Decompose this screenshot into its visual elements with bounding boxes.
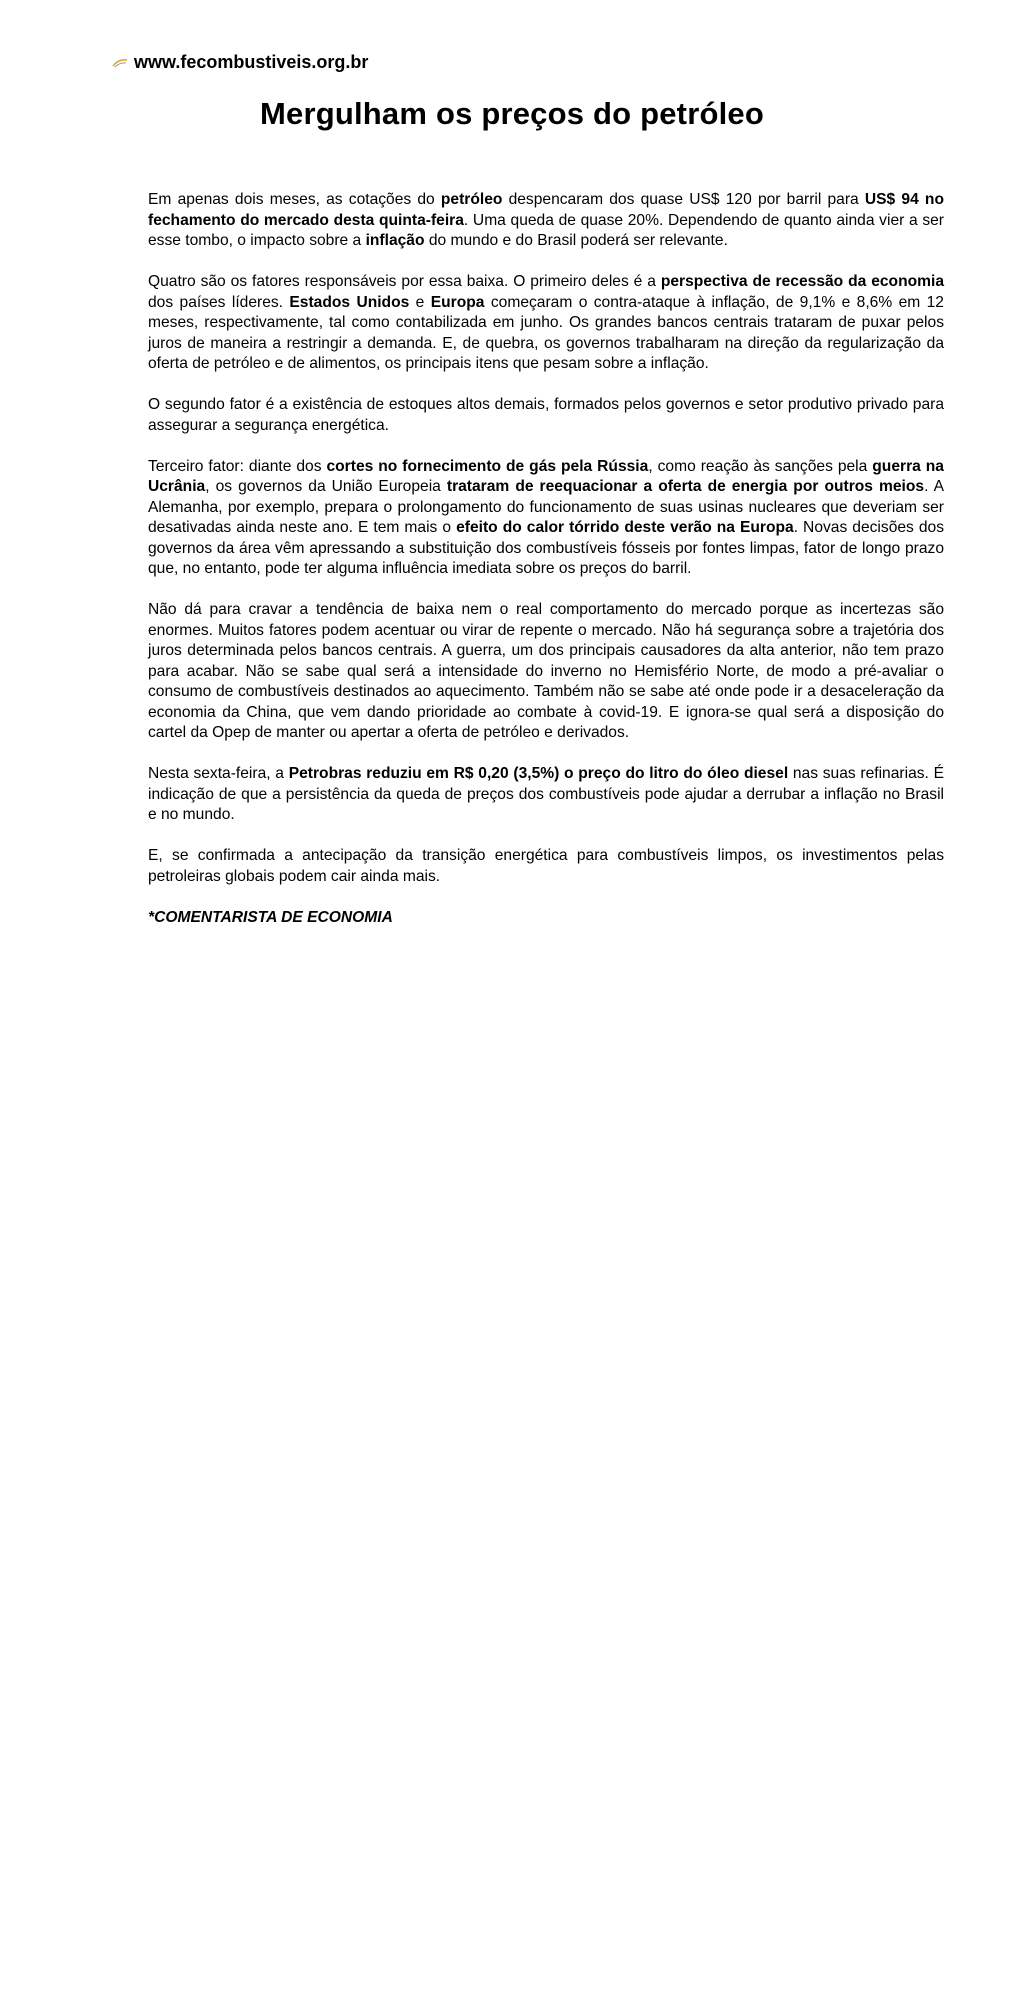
text: dos países líderes. (148, 293, 290, 311)
article-title: Mergulham os preços do petróleo (259, 96, 764, 131)
article-paragraph (148, 395, 944, 436)
text: , os governos da União Europeia (205, 478, 447, 495)
article-paragraph (148, 600, 944, 744)
text: . A Alemanha, por exemplo, prepara o prolongamento do funcionamento de suas usinas nucleares que deveriam ser desativadas ainda neste ano. E tem mais o (148, 478, 944, 536)
text: começaram o contra-ataque à inflação, de 9,1% e 8,6% em 12 meses, respectivamente, tal como contabilizada em junho. Os grandes bancos centrais trataram de puxar pelos juros de maneira a restringir a demanda. E, de quebra, os governos trabalharam na direção da regularização da oferta de petróleo e de alimentos, os principais itens que pesam sobre a inflação. (148, 293, 944, 372)
text: O segundo fator é a existência de estoques altos demais, formados pelos governos e setor produtivo privado para assegurar a segurança energética. (148, 396, 944, 434)
article-paragraph (148, 764, 944, 826)
article-paragraph (148, 190, 944, 252)
article-paragraph (148, 846, 944, 887)
article-body (148, 190, 944, 949)
text: nas suas refinarias. É indicação de que a persistência da queda de preços dos combustíveis pode ajudar a derrubar a inflação no Brasil e no mundo. (148, 765, 944, 823)
site-header (112, 52, 368, 73)
text: Nesta sexta-feira, a (148, 765, 289, 782)
text: , como reação às sanções pela (648, 457, 873, 475)
text: Em apenas dois meses, as cotações do (148, 191, 441, 208)
text: do mundo e do Brasil poderá ser relevante. (424, 232, 728, 249)
bold-text: inflação (365, 232, 425, 249)
logo-icon (112, 58, 128, 68)
text: E, se confirmada a antecipação da transição energética para combustíveis limpos, os investimentos pelas petroleiras globais podem cair ainda mais. (148, 847, 944, 885)
bold-text: cortes no fornecimento de gás pela Rússia (326, 457, 649, 475)
bold-text: guerra na Ucrânia (148, 457, 944, 495)
bold-text: Europa (430, 293, 485, 311)
bold-text: Estados Unidos (289, 293, 410, 311)
article-paragraph (148, 272, 944, 375)
text: despencaram dos quase US$ 120 por barril para (502, 191, 865, 208)
bold-text: Petrobras reduziu em R$ 0,20 (3,5%) o preço do litro do óleo diesel (288, 765, 789, 782)
text: Terceiro fator: diante dos (148, 457, 327, 475)
article-paragraph (148, 457, 944, 580)
bold-text: trataram de reequacionar a oferta de energia por outros meios (446, 478, 925, 495)
bold-text: efeito do calor tórrido deste verão na Europa (456, 519, 794, 536)
text: Quatro são os fatores responsáveis por essa baixa. O primeiro deles é a (148, 273, 661, 290)
text: Não dá para cravar a tendência de baixa nem o real comportamento do mercado porque as incertezas são enormes. Muitos fatores podem acentuar ou virar de repente o mercado. Não há segurança sobre a trajetória dos juros determinada pelos bancos centrais. A guerra, um dos principais causadores da alta anterior, não tem prazo para acabar. Não se sabe qual será a intensidade do inverno no Hemisfério Norte, de modo a pré-avaliar o consumo de combustíveis destinados ao aquecimento. Também não se sabe até onde pode ir a desaceleração da economia da China, que vem dando prioridade ao combate à covid-19. E ignora-se qual será a disposição do cartel da Opep de manter ou apertar a oferta de petróleo e derivados. (148, 601, 944, 741)
author-signature: *COMENTARISTA DE ECONOMIA (148, 908, 393, 926)
text: . Novas decisões dos governos da área vêm apressando a substituição dos combustíveis fósseis por fontes limpas, fator de longo prazo que, no entanto, pode ter alguma influência imediata sobre os preços do barril. (148, 519, 945, 577)
text: . Uma queda de quase 20%. Dependendo de quanto ainda vier a ser esse tombo, o impacto sobre a (148, 211, 944, 249)
bold-text: US$ 94 no fechamento do mercado desta quinta-feira (148, 191, 944, 229)
bold-text: perspectiva de recessão da economia (660, 273, 945, 290)
text: e (409, 293, 431, 311)
bold-text: petróleo (440, 191, 503, 208)
site-url[interactable]: www.fecombustiveis.org.br (134, 52, 369, 72)
